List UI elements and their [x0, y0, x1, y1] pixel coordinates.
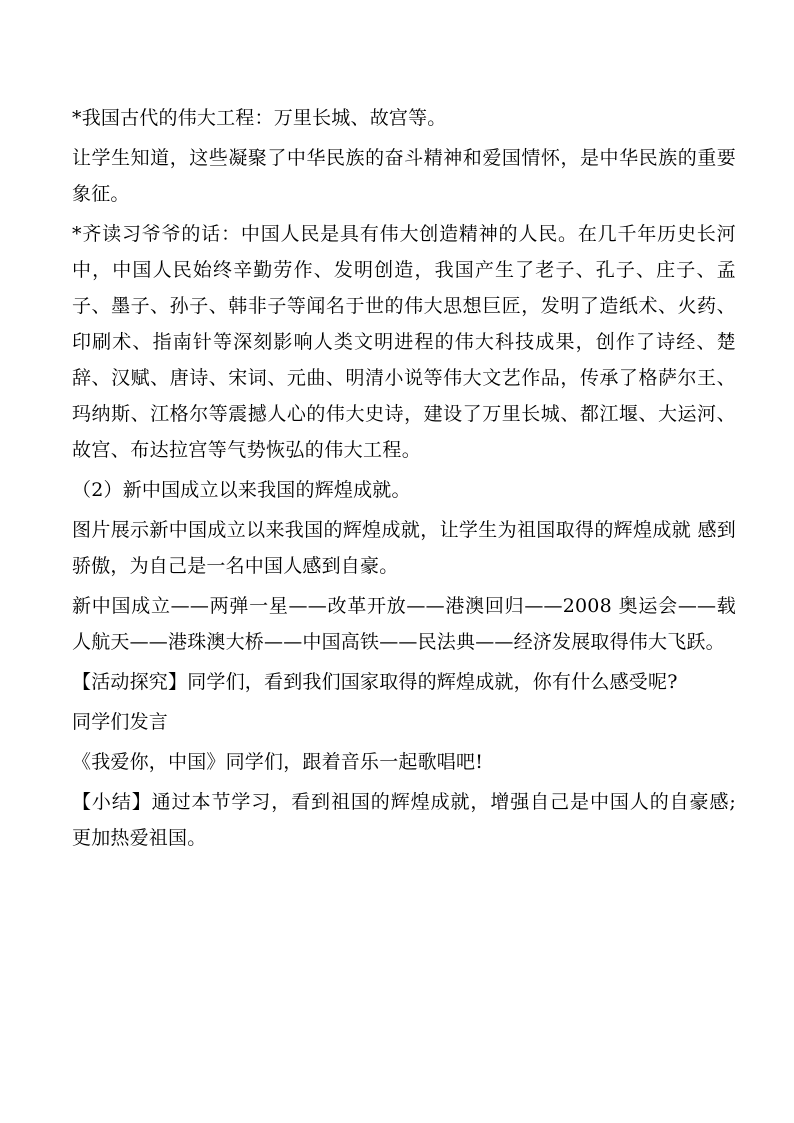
paragraph-quote: *齐读习爷爷的话：中国人民是具有伟大创造精神的人民。在几千年历史长河中，中国人民始终辛勤劳作、发明创造，我国产生了老子、孔子、庄子、孟子、墨子、孙子、韩非子等闻名于世的伟大思想巨匠，发明了造纸术、火药、印刷术、指南针等深刻影响人类文明进程的伟大科技成果，创作了诗经、楚辞、汉赋、唐诗、宋词、元曲、明清小说等伟大文艺作品，传承了格萨尔王、玛纳斯、江格尔等震撼人心的伟大史诗，建设了万里长城、都江堰、大运河、故宫、布达拉宫等气势恢弘的伟大工程。 — [72, 223, 736, 461]
paragraph-song: 《我爱你，中国》同学们，跟着音乐一起歌唱吧! — [72, 751, 484, 773]
paragraph-ancient-projects: *我国古代的伟大工程：万里长城、故宫等。 — [72, 107, 447, 129]
paragraph-student-speech: 同学们发言 — [72, 711, 169, 733]
paragraph-activity: 【活动探究】同学们，看到我们国家取得的辉煌成就，你有什么感受呢? — [72, 671, 678, 693]
paragraph-achievements-timeline: 新中国成立——两弹一星——改革开放——港澳回归——2008 奥运会——载人航天——港珠澳大桥——中国高铁——民法典——经济发展取得伟大飞跃。 — [72, 595, 736, 653]
document-body — [72, 100, 736, 860]
paragraph-summary: 【小结】通过本节学习，看到祖国的辉煌成就，增强自己是中国人的自豪感; 更加热爱祖国。 — [72, 791, 736, 849]
paragraph-achievements-intro: 图片展示新中国成立以来我国的辉煌成就，让学生为祖国取得的辉煌成就 感到骄傲，为自己是一名中国人感到自豪。 — [72, 519, 736, 577]
paragraph-section-heading: （2）新中国成立以来我国的辉煌成就。 — [72, 479, 411, 501]
paragraph-national-symbol: 让学生知道，这些凝聚了中华民族的奋斗精神和爱国情怀，是中华民族的重要象征。 — [72, 147, 736, 205]
